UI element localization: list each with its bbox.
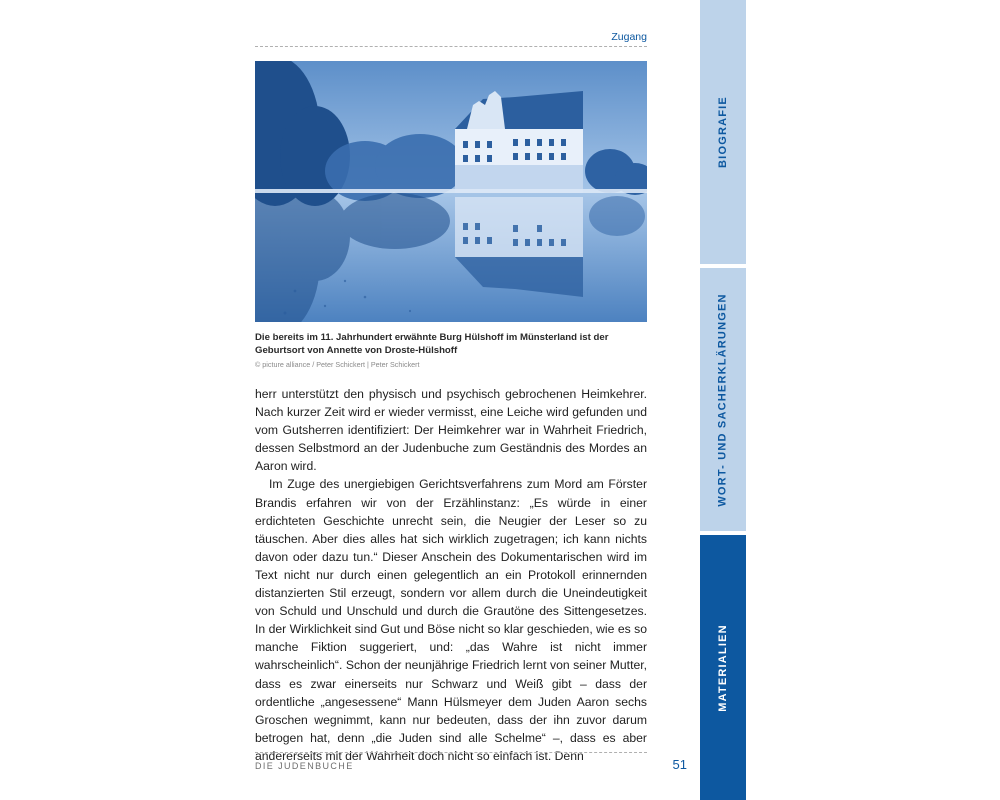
tab-biografie[interactable] bbox=[700, 0, 746, 264]
figure-caption: Die bereits im 11. Jahrhundert erwähnte Burg Hülshoff im Münsterland ist der Geburtsort von Annette von Droste-Hülshoff bbox=[255, 332, 609, 356]
running-foot-title: DIE JUDENBUCHE bbox=[255, 761, 354, 771]
figure-credit: © picture alliance / Peter Schickert | Peter Schickert bbox=[255, 360, 420, 369]
tab-wort-und-sacherklaerungen[interactable] bbox=[700, 268, 746, 531]
tab-biografie-label: BIOGRAFIE bbox=[717, 96, 730, 168]
tab-materialien-label: MATERIALIEN bbox=[717, 623, 730, 712]
body-paragraph: Im Zuge des unergiebigen Gerichtsverfahrens zum Mord am Förster Brandis erfahren wir von der Erzählinstanz: „Es würde in einer erdichteten Geschichte unrecht sein, die Neugier der Leser so zu täuschen. Aber dies alles hat sich wirklich zugetragen; ich kann nichts davon oder dazu tun.“ Dieser Anschein des Dokumentarischen wird im Text nicht nur durch einen gelegentlich an ein Protokoll erinnernden distanzierten Stil erzeugt, sondern vor allem durch die Uneindeutigkeit von Schuld und Unschuld und durch die Grautöne des Sittengesetzes. In der Wirklichkeit sind Gut und Böse nicht so klar geschieden, wie es so manche Fiktion suggeriert, und: „das Wahre ist nicht immer wahrscheinlich“. Schon der neunjährige Friedrich lernt von seiner Mutter, dass es zwar einerseits nur Schwarz und Weiß gibt – dass der ordentliche „angesessene“ Mann Hülsmeyer dem Juden Aaron sechs Groschen wegnimmt, kann nur bedeuten, dass der ihn zuvor darum betrogen hat, denn „die Juden sind alle Schelme“ –, dass es aber andererseits mit der Wahrheit doch nicht so einfach ist. Denn bbox=[255, 477, 647, 763]
header-divider bbox=[255, 46, 647, 47]
body-text bbox=[255, 385, 647, 765]
body-paragraph: herr unterstützt den physisch und psychisch gebrochenen Heimkehrer. Nach kurzer Zeit wird er wieder vermisst, eine Leiche wird gefunden und vom Gutsherren identifiziert: Der Heimkehrer war in Wahrheit Friedrich, dessen Selbstmord an der Judenbuche zum Geständnis des Mordes an Aaron wird. bbox=[255, 387, 647, 474]
running-head-section: Zugang bbox=[611, 31, 647, 43]
page-number: 51 bbox=[672, 757, 687, 772]
tab-materialien[interactable] bbox=[700, 535, 746, 800]
tab-wort-und-sacherklaerungen-label: WORT- UND SACHERKLÄRUNGEN bbox=[717, 292, 730, 507]
castle-photo-illustration bbox=[255, 61, 647, 322]
footer-divider bbox=[255, 752, 647, 753]
castle-photo bbox=[255, 61, 647, 322]
